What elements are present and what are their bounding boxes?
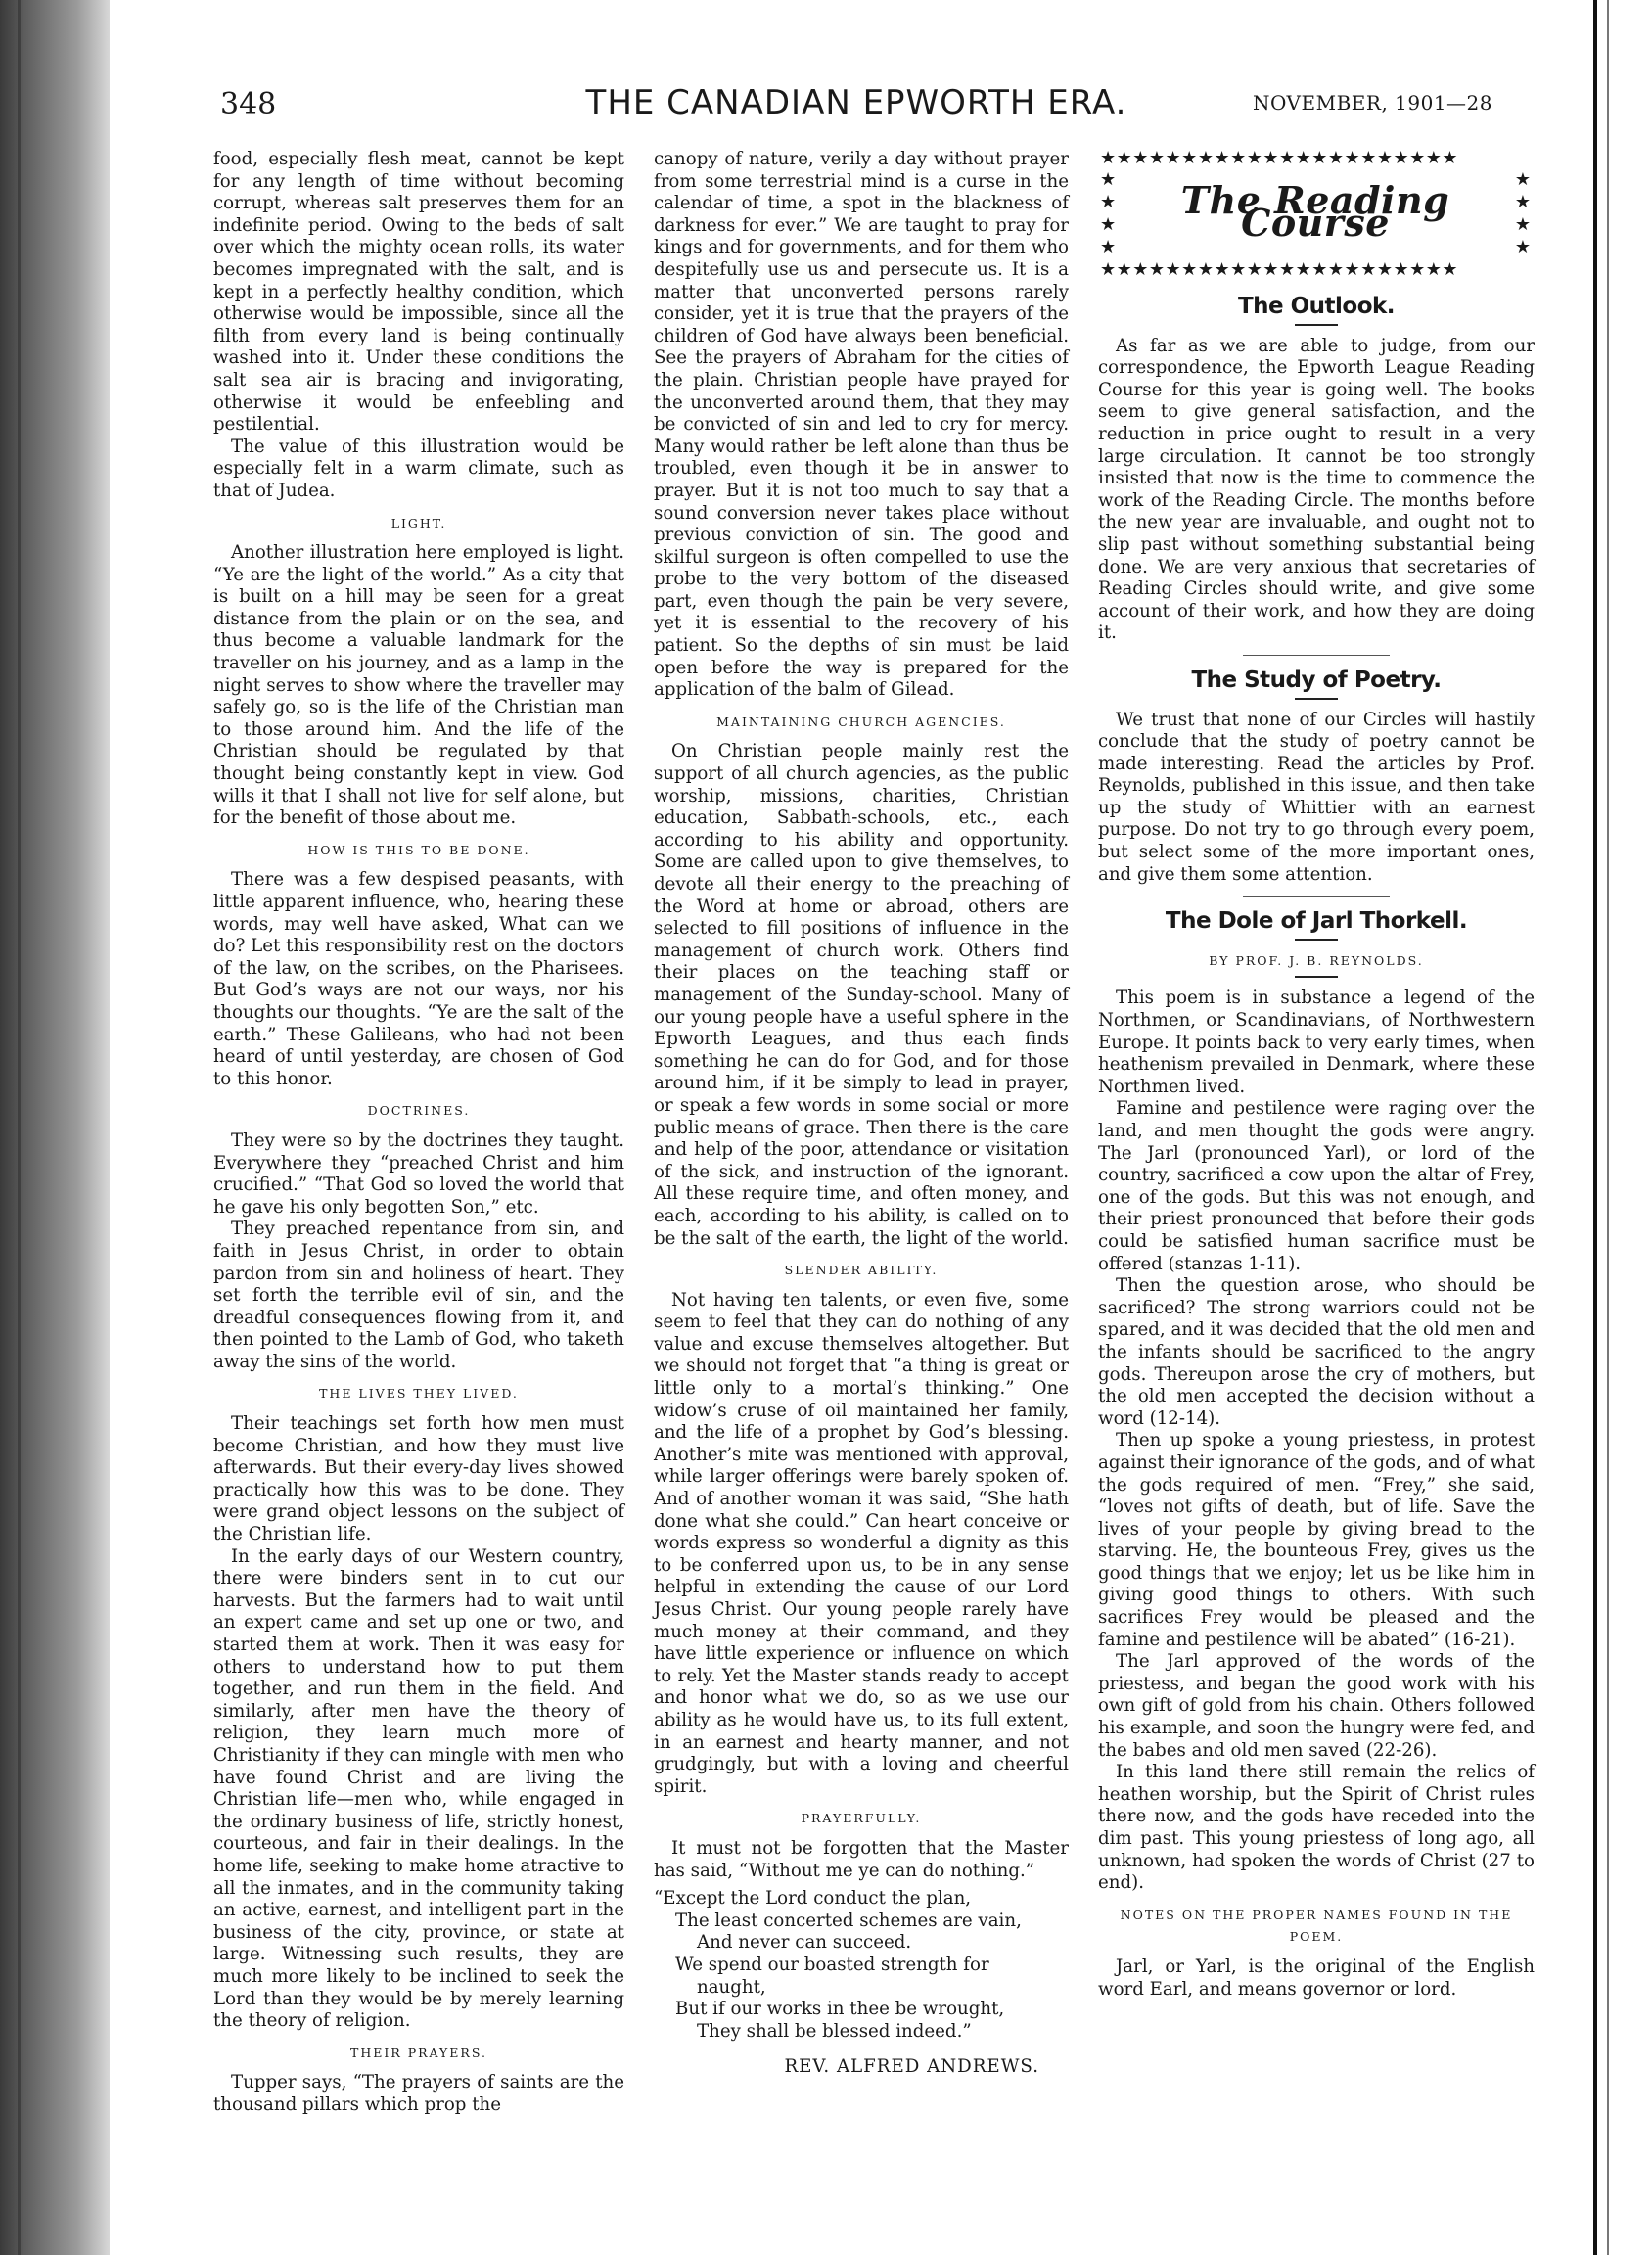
paragraph: Then the question arose, who should be sacrificed? The strong warriors could not be spared, and it was decided that the old men and the infants should be sacrificed to the angry gods. Thereupon arose the cry of mothers, but the old men accepted the decision without a word (12-14). — [1098, 1275, 1535, 1429]
paragraph: Another illustration here employed is light. “Ye are the light of the world.” As a city that is built on a hill may be seen for a great distance from the plain or on the sea, and thus become a valuable landmark for the traveller on his journey, and as a lamp in the night serves to show where the traveller may safely go, so is the life of the Christian man to those around him. And the life of the Christian should be regulated by that thought being constantly kept in view. God wills it that I shall not live for self alone, but for the benefit of those about me. — [213, 542, 624, 829]
paragraph: food, especially flesh meat, cannot be kept for any length of time without becoming corrupt, whereas salt preserves them for an indefinite period. Owing to the beds of salt over which the mighty ocean rolls, its water becomes impregnated with the salt, and is kept in a perfectly healthy condition, which otherwise would be impossible, since all the filth from every land is being continually washed into it. Under these conditions the salt sea air is bracing and invigorating, otherwise it would be enfeebling and pestilential. — [213, 149, 624, 436]
star-border-top: ★★★★★★★★★★★★★★★★★★★★★★ — [1100, 149, 1459, 168]
star-border-left: ★ ★ ★ ★ — [1100, 169, 1117, 257]
byline: BY PROF. J. B. REYNOLDS. — [1209, 952, 1424, 968]
column-3 — [1098, 149, 1535, 2001]
divider — [1295, 324, 1338, 326]
paragraph: canopy of nature, verily a day without prayer from some terrestrial mind is a curse in the calendar of time, a spot in the blackness of darkness for ever.” We are taught to pray for kings and for governments, and for them who despitefully use us and persecute us. It is a matter that unconverted persons rarely consider, yet it is true that the prayers of the children of God have always been beneficial. See the prayers of Abraham for the cities of the plain. Christian people have prayed for the unconverted around them, that they may be convicted of sin and led to cry for mercy. Many would rather be left alone than thus be troubled, even though it be in answer to prayer. But it is not too much to say that a sound conversion never takes place without previous conviction of sin. The good and skilful surgeon is often compelled to use the probe to the very bottom of the diseased part, even though the pain be very severe, yet it is essential to the recovery of his patient. So the depths of sin must be laid open before the way is prepared for the application of the balm of Gilead. — [654, 149, 1069, 701]
paragraph: As far as we are able to judge, from our correspondence, the Epworth League Reading Course for this year is going well. The books seem to give general satisfaction, and the reduction in price ought to result in a very large circulation. It cannot be too strongly insisted that now is the time to commence the work of the Reading Circle. The months before the new year are invaluable, and ought not to slip past without something substantial being done. We are very anxious that secretaries of Reading Circles should write, and give some account of their work, and how they are doing it. — [1098, 335, 1535, 644]
paragraph: We trust that none of our Circles will hastily conclude that the study of poetry cannot be made interesting. Read the articles by Prof. Reynolds, published in this issue, and then take up the study of Whittier with an earnest purpose. Do not try to go through every poem, but select some of the more important ones, and give them some attention. — [1098, 709, 1535, 885]
divider — [1243, 655, 1390, 656]
poem-quote — [654, 1888, 1069, 2043]
poem-line: “Except the Lord conduct the plan, — [654, 1888, 972, 1910]
divider — [1295, 939, 1338, 941]
page-header — [220, 83, 1492, 132]
paragraph: Jarl, or Yarl, is the original of the English word Earl, and means governor or lord. — [1098, 1956, 1535, 2000]
paragraph: Famine and pestilence were raging over the land, and men thought the gods were angry. The Jarl (pronounced Yarl), or lord of the country, sacrificed a cow upon the altar of Frey, one of the gods. But this was not enough, and their priest pronounced that before their gods could be satisfied human sacrifice must be offered (stanzas 1-11). — [1098, 1098, 1535, 1274]
subheading-prayers: THEIR PRAYERS. — [350, 2045, 487, 2060]
paragraph: Their teachings set forth how men must become Christian, and how they must live afterwards. But their every-day lives showed practically how this was to be done. They were grand object lessons on the subject of the Christian life. — [213, 1413, 624, 1545]
journal-title: THE CANADIAN EPWORTH ERA. — [585, 83, 1127, 122]
paragraph: Tupper says, “The prayers of saints are the thousand pillars which prop the — [213, 2072, 624, 2115]
divider — [1243, 896, 1390, 897]
heading-dole: The Dole of Jarl Thorkell. — [1165, 908, 1468, 935]
issue-date: NOVEMBER, 1901—28 — [1253, 91, 1492, 115]
subheading-doctrines: DOCTRINES. — [367, 1103, 471, 1119]
poem-line: naught, — [697, 1976, 766, 1998]
paragraph: The value of this illustration would be especially felt in a warm climate, such as that of Judea. — [213, 436, 624, 501]
column-2 — [654, 149, 1069, 2079]
subheading-how: HOW IS THIS TO BE DONE. — [307, 842, 530, 857]
star-border-right: ★ ★ ★ ★ — [1514, 169, 1531, 257]
paragraph: This poem is in substance a legend of the Northmen, or Scandinavians, of Northwestern Europe. It points back to very early times, when heathenism prevailed in Denmark, where these Northmen lived. — [1098, 988, 1535, 1097]
paragraph: On Christian people mainly rest the support of all church agencies, as the public worship, missions, charities, Christian education, Sabbath-schools, etc., each according to his ability and opportunity. Some are called upon to give themselves, to devote all their energy to the preaching of the Word at home or abroad, others are selected to fill positions of influence in the management of church work. Others find their places on the teaching staff or management of the Sunday-school. Many of our young people have a useful sphere in the Epworth Leagues, and thus each finds something he can do for God, and for those around him, if it be simply to lead in prayer, or speak a few words in some social or more public means of grace. Then there is the care and help of the poor, attendance or visitation of the sick, and instruction of the ignorant. All these require time, and often money, and each, according to his ability, is called on to be the salt of the earth, the light of the world. — [654, 741, 1069, 1249]
paragraph: There was a few despised peasants, with little apparent influence, who, hearing these words, may well have asked, What can we do? Let this responsibility rest on the doctors of the law, on the scribes, on the Pharisees. But God’s ways are not our ways, nor his thoughts our thoughts. “Ye are the salt of the earth.” These Galileans, who had not been heard of until yesterday, are chosen of God to this honor. — [213, 869, 624, 1089]
subheading-slender: SLENDER ABILITY. — [784, 1263, 939, 1278]
banner-title: The Reading Course — [1180, 178, 1450, 245]
heading-poetry: The Study of Poetry. — [1191, 667, 1442, 693]
subheading-maintaining: MAINTAINING CHURCH AGENCIES. — [716, 713, 1006, 729]
paragraph: In this land there still remain the relics of heathen worship, but the Spirit of Christ rules there now, and the gods have receded into the dim past. This young priestess of long ago, all unknown, had spoken the words of Christ (27 to end). — [1098, 1762, 1535, 1894]
page-number: 348 — [220, 87, 277, 121]
paragraph: It must not be forgotten that the Master has said, “Without me ye can do nothing.” — [654, 1837, 1069, 1881]
subheading-prayerfully: PRAYERFULLY. — [801, 1811, 922, 1826]
paragraph: Not having ten talents, or even five, some seem to feel that they can do nothing of any value and excuse themselves altogether. But we should not forget that “a thing is great or little only to a mortal’s thinking.” One widow’s cruse of oil maintained her family, and the life of a prophet by God’s blessing. Another’s mite was mentioned with approval, while larger offerings were barely spoken of. And of another woman it was said, “She hath done what she could.” Can heart conceive or words express so wonderful a dignity as this to be conferred upon us, to be in any sense helpful in extending the cause of our Lord Jesus Christ. Our young people rarely have much money at their command, and they have little experience or influence on which to rely. Yet the Master stands ready to accept and honor what we do, so as we use our ability as he would have us, to its full extent, in an earnest and hearty manner, and not grudgingly, but with a loving and cheerful spirit. — [654, 1289, 1069, 1797]
paragraph: The Jarl approved of the words of the priestess, and began the good work with his own gift of gold from his chain. Others followed his example, and soon the hungry were fed, and the babes and old men saved (22-26). — [1098, 1651, 1535, 1761]
poem-line: The least concerted schemes are vain, — [675, 1910, 1022, 1931]
poem-line: They shall be blessed indeed.” — [697, 2020, 972, 2042]
paragraph: They were so by the doctrines they taught. Everywhere they “preached Christ and him crucified.” “That God so loved the world that he gave his only begotten Son,” etc. — [213, 1129, 624, 1218]
poem-line: And never can succeed. — [697, 1932, 912, 1954]
column-1 — [213, 149, 624, 2116]
reading-course-banner — [1100, 149, 1531, 280]
divider — [1295, 698, 1338, 700]
next-page-edge — [1593, 0, 1652, 2255]
subheading-lives: THE LIVES THEY LIVED. — [319, 1386, 519, 1402]
poem-line: But if our works in thee be wrought, — [675, 1999, 1005, 2020]
heading-outlook: The Outlook. — [1237, 294, 1396, 319]
paragraph: Then up spoke a young priestess, in protest against their ignorance of the gods, and of what the gods required of men. “Frey,” she said, “loves not gifts of death, but of life. Save the lives of your people by giving bread to the starving. He, the bounteous Frey, gives us the good things that we enjoy; let us be like him in giving good things to others. With such sacrifices Frey would be pleased and the famine and pestilence will be abated” (16-21). — [1098, 1430, 1535, 1650]
subheading-notes: NOTES ON THE PROPER NAMES FOUND IN THE POEM. — [1120, 1907, 1513, 1945]
divider — [1295, 976, 1338, 978]
star-border-bottom: ★★★★★★★★★★★★★★★★★★★★★★ — [1100, 260, 1459, 280]
paragraph: In the early days of our Western country, there were binders sent in to cut our harvests. But the farmers had to wait until an expert came and set up one or two, and started them at work. Then it was easy for others to understand how to put them together, and run them in the field. And similarly, after men have the theory of religion, they learn much more of Christianity if they can mingle with men who have found Christ and are living the Christian life—men who, while engaged in the ordinary business of life, strictly honest, courteous, and fair in their dealings. In the home life, seeking to make home atractive to all the inmates, and in the community taking an active, earnest, and intelligent part in the business of the city, province, or state at large. Witnessing such results, they are much more likely to be inclined to seek the Lord than they would be by merely learning the theory of religion. — [213, 1545, 624, 2032]
book-spine — [0, 0, 110, 2255]
author-signature: REV. ALFRED ANDREWS. — [784, 2056, 1039, 2078]
subheading-light: LIGHT. — [390, 515, 447, 530]
paragraph: They preached repentance from sin, and faith in Jesus Christ, in order to obtain pardon from sin and holiness of heart. They set forth the terrible evil of sin, and the dreadful consequences flowing from it, and then pointed to the Lamb of God, who taketh away the sins of the world. — [213, 1219, 624, 1372]
poem-line: We spend our boasted strength for — [675, 1954, 989, 1975]
